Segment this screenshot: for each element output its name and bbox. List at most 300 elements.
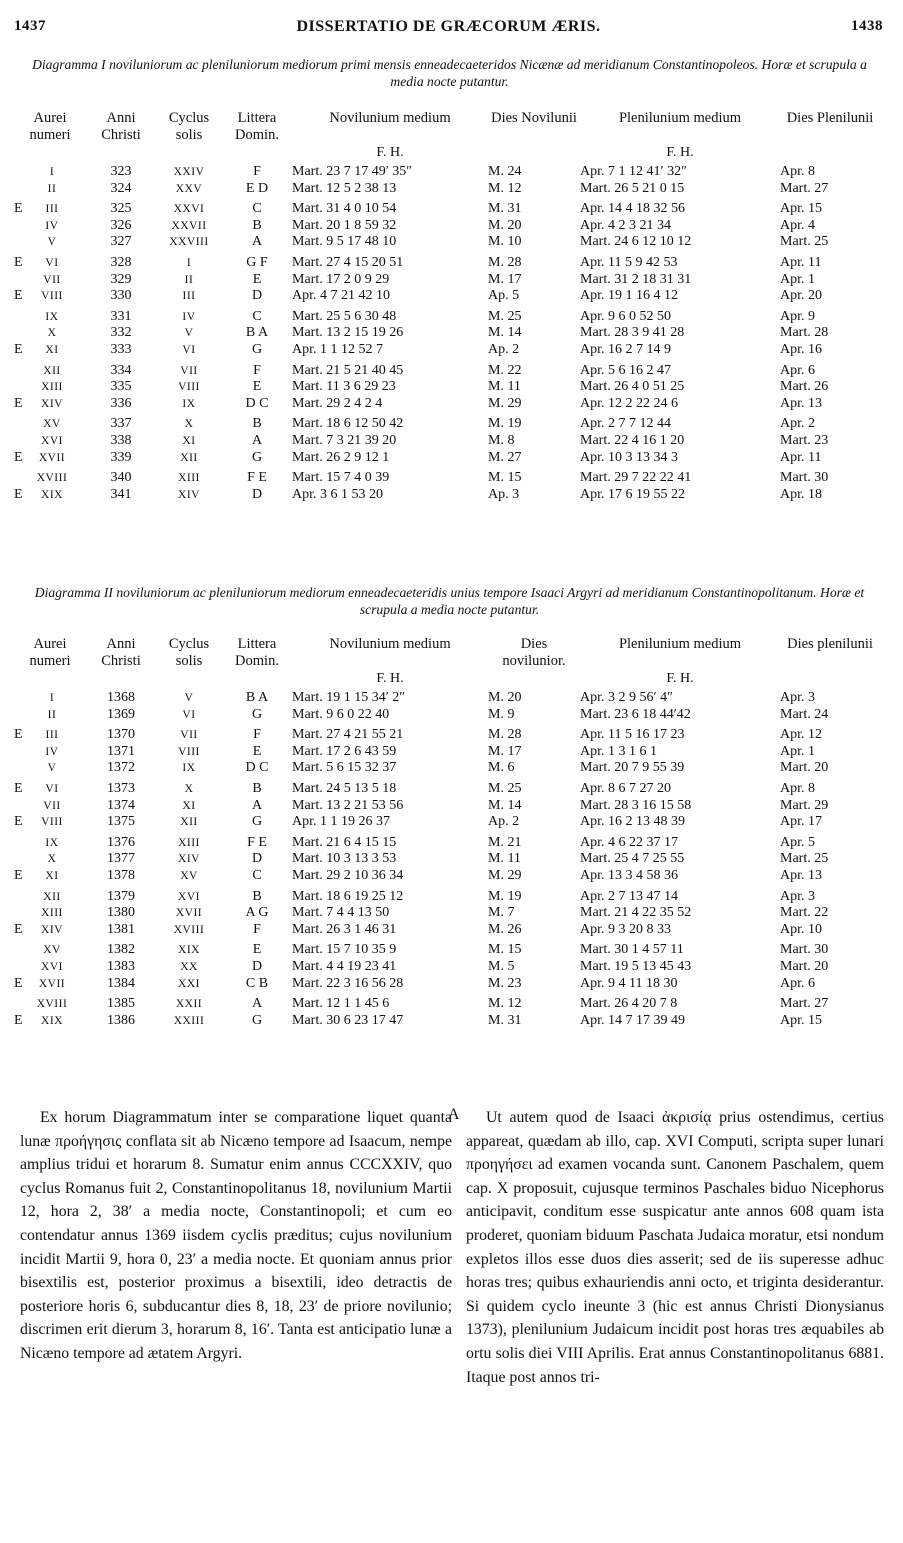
cell-novilunium: Mart. 7 3 21 39 20 bbox=[292, 432, 397, 448]
cell-dies-plenilunii: Mart. 30 bbox=[780, 942, 829, 958]
cell-littera: B bbox=[252, 416, 262, 432]
cell-littera: D bbox=[251, 851, 263, 867]
header-littera: Littera Domin. bbox=[235, 636, 279, 669]
cell-anno: 327 bbox=[110, 234, 132, 250]
diagram-1-table bbox=[14, 110, 880, 503]
table-row bbox=[14, 342, 880, 359]
cell-cyclus: XIX bbox=[178, 944, 200, 957]
cell-dies-plenilunii: Apr. 13 bbox=[780, 867, 822, 883]
cell-anno: 1374 bbox=[107, 797, 135, 813]
cell-plenilunium: Mart. 26 5 21 0 15 bbox=[580, 180, 685, 196]
cell-cyclus: XXI bbox=[178, 977, 200, 990]
cell-dies-plenilunii: Apr. 1 bbox=[780, 271, 815, 287]
cell-novilunium: Mart. 23 7 17 49′ 35″ bbox=[292, 164, 413, 179]
cell-plenilunium: Apr. 13 3 4 58 36 bbox=[580, 867, 678, 883]
cell-dies-novilunii: M. 22 bbox=[488, 362, 522, 378]
cell-dies-novilunii: Ap. 5 bbox=[488, 288, 520, 304]
golden-number: III bbox=[45, 729, 59, 742]
cell-novilunium: Mart. 24 5 13 5 18 bbox=[292, 780, 397, 796]
cell-novilunium: Mart. 13 2 21 53 56 bbox=[292, 797, 404, 813]
cell-cyclus: XII bbox=[180, 451, 198, 464]
cell-cyclus: XI bbox=[182, 434, 196, 447]
cell-littera: A bbox=[251, 432, 263, 448]
cell-dies-novilunii: M. 7 bbox=[488, 905, 515, 921]
cell-aureus-numerus bbox=[14, 181, 86, 198]
cell-anno: 1385 bbox=[107, 996, 135, 1012]
cell-plenilunium: Apr. 9 3 20 8 33 bbox=[580, 921, 671, 937]
cell-dies-plenilunii: Apr. 2 bbox=[780, 416, 815, 432]
cell-aureus-numerus bbox=[14, 760, 86, 777]
cell-dies-plenilunii: Apr. 18 bbox=[780, 486, 822, 502]
cell-plenilunium: Apr. 14 4 18 32 56 bbox=[580, 201, 685, 217]
cell-plenilunium: Apr. 11 5 16 17 23 bbox=[580, 727, 685, 743]
table-row bbox=[14, 938, 880, 959]
cell-dies-plenilunii: Mart. 24 bbox=[780, 706, 829, 722]
cell-plenilunium: Apr. 17 6 19 55 22 bbox=[580, 486, 685, 502]
cell-novilunium: Mart. 17 2 6 43 59 bbox=[292, 743, 397, 759]
cell-littera: F E bbox=[247, 470, 267, 486]
cell-dies-plenilunii: Apr. 12 bbox=[780, 727, 822, 743]
cell-plenilunium: Mart. 26 4 20 7 8 bbox=[580, 996, 678, 1012]
cell-aureus-numerus bbox=[14, 359, 86, 380]
cell-littera: F bbox=[253, 921, 261, 937]
cell-dies-novilunii: M. 20 bbox=[488, 217, 522, 233]
cell-novilunium: Mart. 22 3 16 56 28 bbox=[292, 975, 404, 991]
cell-dies-novilunii: M. 29 bbox=[488, 395, 522, 411]
header-anni: Anni Christi bbox=[101, 110, 141, 143]
cell-anno: 1370 bbox=[107, 727, 135, 743]
cell-anno: 1384 bbox=[107, 975, 135, 991]
cell-anno: 1377 bbox=[107, 851, 135, 867]
page-number-left: 1437 bbox=[14, 18, 46, 34]
golden-number: XI bbox=[45, 869, 59, 882]
cell-dies-novilunii: M. 23 bbox=[488, 975, 522, 991]
cell-dies-novilunii: M. 6 bbox=[488, 760, 515, 776]
cell-anno: 335 bbox=[110, 379, 132, 395]
cell-dies-plenilunii: Mart. 27 bbox=[780, 996, 829, 1012]
table-row bbox=[14, 181, 880, 198]
cell-dies-novilunii: M. 17 bbox=[488, 743, 522, 759]
cell-plenilunium: Apr. 4 2 3 21 34 bbox=[580, 217, 671, 233]
cell-anno: 326 bbox=[110, 217, 132, 233]
cell-littera: B bbox=[252, 888, 262, 904]
cell-dies-plenilunii: Mart. 30 bbox=[780, 470, 829, 486]
golden-number: XIX bbox=[41, 1014, 63, 1027]
cell-novilunium: Mart. 7 4 4 13 50 bbox=[292, 905, 390, 921]
cell-cyclus: X bbox=[184, 782, 194, 795]
cell-anno: 337 bbox=[110, 416, 132, 432]
cell-aureus-numerus bbox=[14, 814, 86, 831]
golden-number: XVIII bbox=[36, 998, 68, 1011]
cell-aureus-numerus bbox=[14, 433, 86, 450]
cell-littera: G F bbox=[246, 254, 268, 270]
embolismic-mark: E bbox=[14, 727, 23, 743]
cell-littera: E bbox=[252, 942, 262, 958]
header-anni: Anni Christi bbox=[101, 636, 141, 669]
cell-anno: 1375 bbox=[107, 814, 135, 830]
cell-dies-plenilunii: Apr. 1 bbox=[780, 743, 815, 759]
cell-plenilunium: Mart. 25 4 7 25 55 bbox=[580, 851, 685, 867]
cell-dies-plenilunii: Mart. 20 bbox=[780, 958, 829, 974]
cell-aureus-numerus bbox=[14, 851, 86, 868]
cell-aureus-numerus bbox=[14, 938, 86, 959]
golden-number: XIV bbox=[41, 923, 63, 936]
cell-novilunium: Mart. 19 1 15 34′ 2″ bbox=[292, 690, 406, 705]
cell-littera: C bbox=[252, 308, 262, 324]
cell-dies-plenilunii: Apr. 9 bbox=[780, 308, 815, 324]
header-dies-novilunii: Dies Novilunii bbox=[491, 110, 577, 126]
cell-anno: 1380 bbox=[107, 905, 135, 921]
cell-cyclus: X bbox=[184, 418, 194, 431]
cell-dies-plenilunii: Apr. 8 bbox=[780, 164, 815, 179]
table-row bbox=[14, 487, 880, 504]
table-row bbox=[14, 777, 880, 798]
cell-anno: 333 bbox=[110, 341, 132, 357]
cell-plenilunium: Apr. 2 7 13 47 14 bbox=[580, 888, 678, 904]
table-row bbox=[14, 234, 880, 251]
cell-anno: 324 bbox=[110, 180, 132, 196]
cell-dies-novilunii: M. 14 bbox=[488, 325, 522, 341]
cell-littera: D C bbox=[245, 395, 269, 411]
cell-dies-novilunii: M. 9 bbox=[488, 706, 515, 722]
cell-aureus-numerus bbox=[14, 466, 86, 487]
cell-novilunium: Mart. 27 4 21 55 21 bbox=[292, 727, 404, 743]
cell-littera: G bbox=[251, 814, 263, 830]
cell-novilunium: Mart. 9 5 17 48 10 bbox=[292, 234, 397, 250]
golden-number: XVI bbox=[41, 960, 63, 973]
golden-number: IV bbox=[45, 219, 59, 232]
text-column-right bbox=[466, 1106, 884, 1389]
header-dies-plenilunii: Dies plenilunii bbox=[787, 636, 873, 652]
cell-dies-novilunii: M. 29 bbox=[488, 867, 522, 883]
cell-plenilunium: Mart. 24 6 12 10 12 bbox=[580, 234, 692, 250]
cell-plenilunium: Mart. 20 7 9 55 39 bbox=[580, 760, 685, 776]
cell-aureus-numerus bbox=[14, 164, 86, 181]
table-row bbox=[14, 412, 880, 433]
cell-dies-plenilunii: Apr. 11 bbox=[780, 449, 822, 465]
cell-anno: 1376 bbox=[107, 834, 135, 850]
cell-cyclus: V bbox=[184, 327, 194, 340]
cell-anno: 329 bbox=[110, 271, 132, 287]
golden-number: II bbox=[47, 182, 57, 195]
cell-plenilunium: Apr. 4 6 22 37 17 bbox=[580, 834, 678, 850]
golden-number: XIV bbox=[41, 397, 63, 410]
cell-novilunium: Mart. 5 6 15 32 37 bbox=[292, 760, 397, 776]
cell-aureus-numerus bbox=[14, 905, 86, 922]
cell-dies-novilunii: M. 19 bbox=[488, 416, 522, 432]
cell-littera: D bbox=[251, 486, 263, 502]
cell-dies-novilunii: Ap. 2 bbox=[488, 341, 520, 357]
table-row bbox=[14, 305, 880, 326]
cell-aureus-numerus bbox=[14, 197, 86, 218]
table-row bbox=[14, 396, 880, 413]
cell-dies-novilunii: M. 24 bbox=[488, 164, 522, 179]
cell-dies-novilunii: M. 31 bbox=[488, 201, 522, 217]
cell-anno: 332 bbox=[110, 325, 132, 341]
cell-littera: D bbox=[251, 288, 263, 304]
cell-cyclus: XX bbox=[180, 960, 198, 973]
cell-cyclus: XXVIII bbox=[169, 236, 209, 249]
golden-number: X bbox=[47, 327, 57, 340]
table-row bbox=[14, 723, 880, 744]
table-row bbox=[14, 976, 880, 993]
cell-anno: 336 bbox=[110, 395, 132, 411]
cell-dies-novilunii: M. 28 bbox=[488, 727, 522, 743]
cell-dies-plenilunii: Apr. 3 bbox=[780, 888, 815, 904]
cell-dies-novilunii: M. 20 bbox=[488, 690, 522, 705]
cell-aureus-numerus bbox=[14, 234, 86, 251]
table-row bbox=[14, 251, 880, 272]
cell-littera: D bbox=[251, 958, 263, 974]
cell-plenilunium: Apr. 8 6 7 27 20 bbox=[580, 780, 671, 796]
golden-number: IV bbox=[45, 745, 59, 758]
golden-number: XVII bbox=[38, 451, 66, 464]
cell-novilunium: Mart. 15 7 4 0 39 bbox=[292, 470, 390, 486]
diagram-2-rows bbox=[14, 690, 880, 1029]
cell-littera: F bbox=[253, 164, 261, 179]
cell-aureus-numerus bbox=[14, 487, 86, 504]
cell-littera: A bbox=[251, 996, 263, 1012]
cell-dies-novilunii: M. 26 bbox=[488, 921, 522, 937]
table-row bbox=[14, 690, 880, 707]
cell-littera: B bbox=[252, 217, 262, 233]
cell-anno: 1369 bbox=[107, 706, 135, 722]
cell-cyclus: IV bbox=[182, 310, 196, 323]
cell-cyclus: XXVI bbox=[173, 203, 205, 216]
paragraph: Ex horum Diagrammatum inter se comparatione liquet quanta lunæ προήγησις conflata sit ab Nicæno tempore ad Isaacum, nempe amplius tridui et horarum 8. Sumatur enim annus CCCXXIV, quo cyclus Romanus fuit 2, Constantinopolitanus 18, novilunium Martii 12, hora 2, 38′ a media nocte, Constantinopoli; et cum eo contendatur annus 1369 iisdem cyclis præditus; cujus novilunium incidit Martii 9, hora 0, 23′ a media nocte. Et quoniam annus prior bisextilis est, posterior proximus a bisextili, ideo detractis de posteriore horis 6, subducantur dies 8, 18, 23′ de priore novilunio; discrimen erit dierum 3, horarum 8, 16′. Tanta est anticipatio lunæ a Nicæno tempore ad ætatem Argyri. bbox=[20, 1109, 452, 1362]
cell-novilunium: Mart. 9 6 0 22 40 bbox=[292, 706, 390, 722]
cell-dies-novilunii: M. 12 bbox=[488, 180, 522, 196]
cell-novilunium: Mart. 18 6 19 25 12 bbox=[292, 888, 404, 904]
cell-plenilunium: Mart. 28 3 9 41 28 bbox=[580, 325, 685, 341]
cell-littera: G bbox=[251, 449, 263, 465]
embolismic-mark: E bbox=[14, 254, 23, 270]
cell-plenilunium: Apr. 14 7 17 39 49 bbox=[580, 1012, 685, 1028]
cell-littera: E D bbox=[245, 180, 269, 196]
cell-anno: 330 bbox=[110, 288, 132, 304]
cell-novilunium: Mart. 30 6 23 17 47 bbox=[292, 1012, 404, 1028]
cell-dies-plenilunii: Mart. 29 bbox=[780, 797, 829, 813]
cell-novilunium: Mart. 12 5 2 38 13 bbox=[292, 180, 397, 196]
cell-aureus-numerus bbox=[14, 723, 86, 744]
text-column-left bbox=[20, 1106, 452, 1366]
cell-aureus-numerus bbox=[14, 396, 86, 413]
table-row bbox=[14, 868, 880, 885]
header-aurei: Aurei numeri bbox=[29, 636, 71, 669]
cell-dies-novilunii: M. 27 bbox=[488, 449, 522, 465]
cell-littera: B bbox=[252, 780, 262, 796]
page-number-right: 1438 bbox=[851, 18, 883, 34]
table-row bbox=[14, 218, 880, 235]
cell-novilunium: Apr. 1 1 19 26 37 bbox=[292, 814, 390, 830]
cell-dies-novilunii: M. 21 bbox=[488, 834, 522, 850]
cell-plenilunium: Mart. 19 5 13 45 43 bbox=[580, 958, 692, 974]
cell-aureus-numerus bbox=[14, 798, 86, 815]
embolismic-mark: E bbox=[14, 486, 23, 502]
table-row bbox=[14, 164, 880, 181]
cell-anno: 1383 bbox=[107, 958, 135, 974]
diagram-1-caption: Diagramma I noviluniorum ac pleniluniorum mediorum primi mensis enneadecaeteridos Nicænæ ad meridianum Constantinopoleos. Horæ et scrupula a media nocte putantur. bbox=[32, 57, 867, 89]
cell-dies-novilunii: M. 15 bbox=[488, 942, 522, 958]
cell-novilunium: Mart. 29 2 10 36 34 bbox=[292, 867, 404, 883]
embolismic-mark: E bbox=[14, 201, 23, 217]
cell-plenilunium: Mart. 31 2 18 31 31 bbox=[580, 271, 692, 287]
cell-aureus-numerus bbox=[14, 272, 86, 289]
golden-number: XVI bbox=[41, 434, 63, 447]
cell-cyclus: XIV bbox=[178, 853, 200, 866]
cell-cyclus: VI bbox=[182, 343, 196, 356]
golden-number: V bbox=[47, 762, 57, 775]
cell-littera: C bbox=[252, 867, 262, 883]
embolismic-mark: E bbox=[14, 814, 23, 830]
cell-plenilunium: Apr. 7 1 12 41′ 32″ bbox=[580, 164, 687, 179]
cell-dies-plenilunii: Apr. 5 bbox=[780, 834, 815, 850]
cell-anno: 323 bbox=[110, 164, 132, 179]
cell-novilunium: Mart. 31 4 0 10 54 bbox=[292, 201, 397, 217]
cell-littera: G bbox=[251, 341, 263, 357]
table-row bbox=[14, 831, 880, 852]
header-plenilunium: Plenilunium medium bbox=[618, 636, 742, 652]
cell-aureus-numerus bbox=[14, 288, 86, 305]
cell-littera: G bbox=[251, 1012, 263, 1028]
cell-cyclus: VI bbox=[182, 708, 196, 721]
table-row bbox=[14, 885, 880, 906]
cell-cyclus: XIII bbox=[178, 836, 200, 849]
margin-letter: A bbox=[448, 1106, 460, 1123]
cell-anno: 1368 bbox=[107, 690, 135, 705]
cell-anno: 1379 bbox=[107, 888, 135, 904]
golden-number: XIII bbox=[41, 381, 63, 394]
table-row bbox=[14, 450, 880, 467]
cell-novilunium: Mart. 20 1 8 59 32 bbox=[292, 217, 397, 233]
embolismic-mark: E bbox=[14, 341, 23, 357]
cell-littera: A bbox=[251, 234, 263, 250]
cell-novilunium: Mart. 12 1 1 45 6 bbox=[292, 996, 390, 1012]
paragraph: Ut autem quod de Isaaci ἀκρισίᾳ prius ostendimus, certius appareat, quædam ab illo, cap. XVI Computi, scripta super lunari προηγήσει ad examen vocanda sunt. Canonem Paschalem, quem cap. X proposuit, cujusque terminos Paschales biduo Nicephorus anticipavit, conditum esse suspicatur ante annos 608 quam ista proderet, quoniam biduum Paschata Judaica moratur, etsi nondum expletos illos esse duos dies asserit; sed de iis superesse adhuc horas tres; quibus exhauriendis anni octo, et triginta desiderantur. Si quidem cyclo ineunte 3 (hic est annus Christi Dionysianus 1373), plenilunium Judaicum incidit post horas tres æquabiles ab ortu solis diei VIII Aprilis. Erat annus Constantinopolitanus 6881. Itaque post annos tri- bbox=[466, 1109, 884, 1386]
table-row bbox=[14, 379, 880, 396]
golden-number: XVIII bbox=[36, 472, 68, 485]
header-novilunium: Novilunium medium bbox=[329, 110, 451, 126]
table-row bbox=[14, 197, 880, 218]
golden-number: XIII bbox=[41, 907, 63, 920]
cell-cyclus: IX bbox=[182, 762, 196, 775]
cell-littera: E bbox=[252, 271, 262, 287]
cell-novilunium: Apr. 4 7 21 42 10 bbox=[292, 288, 390, 304]
cell-dies-novilunii: Ap. 2 bbox=[488, 814, 520, 830]
cell-dies-plenilunii: Apr. 11 bbox=[780, 254, 822, 270]
header-fh-novilunium: F. H. bbox=[376, 671, 404, 686]
cell-plenilunium: Apr. 16 2 7 14 9 bbox=[580, 341, 671, 357]
cell-anno: 1371 bbox=[107, 743, 135, 759]
cell-dies-novilunii: M. 28 bbox=[488, 254, 522, 270]
header-cyclus: Cyclus solis bbox=[168, 110, 210, 143]
cell-cyclus: XIV bbox=[178, 488, 200, 501]
table-row bbox=[14, 433, 880, 450]
cell-cyclus: XXIV bbox=[173, 166, 205, 178]
cell-cyclus: XIII bbox=[178, 472, 200, 485]
table-row bbox=[14, 905, 880, 922]
cell-aureus-numerus bbox=[14, 992, 86, 1013]
cell-plenilunium: Apr. 5 6 16 2 47 bbox=[580, 362, 671, 378]
cell-plenilunium: Apr. 19 1 16 4 12 bbox=[580, 288, 678, 304]
cell-plenilunium: Mart. 28 3 16 15 58 bbox=[580, 797, 692, 813]
cell-novilunium: Apr. 3 6 1 53 20 bbox=[292, 486, 383, 502]
cell-anno: 1386 bbox=[107, 1012, 135, 1028]
table-row bbox=[14, 272, 880, 289]
cell-cyclus: XI bbox=[182, 799, 196, 812]
cell-cyclus: XVII bbox=[175, 907, 203, 920]
cell-dies-novilunii: M. 15 bbox=[488, 470, 522, 486]
cell-aureus-numerus bbox=[14, 412, 86, 433]
diagram-1-rows bbox=[14, 164, 880, 503]
cell-dies-novilunii: M. 25 bbox=[488, 308, 522, 324]
cell-dies-novilunii: M. 31 bbox=[488, 1012, 522, 1028]
cell-aureus-numerus bbox=[14, 959, 86, 976]
golden-number: II bbox=[47, 708, 57, 721]
cell-plenilunium: Apr. 12 2 22 24 6 bbox=[580, 395, 678, 411]
table-row bbox=[14, 744, 880, 761]
golden-number: IX bbox=[45, 310, 59, 323]
golden-number: VI bbox=[45, 256, 59, 269]
cell-dies-plenilunii: Apr. 4 bbox=[780, 217, 815, 233]
cell-littera: A bbox=[251, 797, 263, 813]
cell-dies-novilunii: Ap. 3 bbox=[488, 486, 520, 502]
cell-dies-plenilunii: Apr. 6 bbox=[780, 362, 815, 378]
header-novilunium: Novilunium medium bbox=[329, 636, 451, 652]
cell-anno: 325 bbox=[110, 201, 132, 217]
cell-novilunium: Mart. 25 5 6 30 48 bbox=[292, 308, 397, 324]
golden-number: XVII bbox=[38, 977, 66, 990]
golden-number: VII bbox=[43, 799, 61, 812]
golden-number: VII bbox=[43, 273, 61, 286]
cell-cyclus: III bbox=[182, 290, 196, 303]
cell-dies-plenilunii: Apr. 20 bbox=[780, 288, 822, 304]
cell-dies-plenilunii: Mart. 20 bbox=[780, 760, 829, 776]
cell-dies-novilunii: M. 12 bbox=[488, 996, 522, 1012]
cell-dies-plenilunii: Apr. 13 bbox=[780, 395, 822, 411]
embolismic-mark: E bbox=[14, 395, 23, 411]
cell-cyclus: VIII bbox=[178, 381, 200, 394]
cell-anno: 1373 bbox=[107, 780, 135, 796]
cell-aureus-numerus bbox=[14, 305, 86, 326]
cell-aureus-numerus bbox=[14, 777, 86, 798]
cell-anno: 340 bbox=[110, 470, 132, 486]
cell-novilunium: Mart. 11 3 6 29 23 bbox=[292, 379, 396, 395]
cell-novilunium: Mart. 18 6 12 50 42 bbox=[292, 416, 404, 432]
cell-dies-plenilunii: Apr. 15 bbox=[780, 201, 822, 217]
cell-littera: A G bbox=[245, 905, 269, 921]
table-row bbox=[14, 798, 880, 815]
cell-aureus-numerus bbox=[14, 868, 86, 885]
cell-anno: 1378 bbox=[107, 867, 135, 883]
cell-aureus-numerus bbox=[14, 450, 86, 467]
cell-dies-plenilunii: Mart. 22 bbox=[780, 905, 829, 921]
cell-novilunium: Apr. 1 1 12 52 7 bbox=[292, 341, 383, 357]
golden-number: V bbox=[47, 236, 57, 249]
cell-dies-plenilunii: Mart. 27 bbox=[780, 180, 829, 196]
cell-aureus-numerus bbox=[14, 922, 86, 939]
header-fh-novilunium: F. H. bbox=[376, 145, 404, 160]
cell-cyclus: XVI bbox=[178, 890, 200, 903]
table-row bbox=[14, 959, 880, 976]
cell-cyclus: I bbox=[186, 256, 192, 269]
cell-littera: D C bbox=[245, 760, 269, 776]
table-row bbox=[14, 359, 880, 380]
cell-novilunium: Mart. 10 3 13 3 53 bbox=[292, 851, 397, 867]
golden-number: XIX bbox=[41, 488, 63, 501]
cell-aureus-numerus bbox=[14, 885, 86, 906]
golden-number: III bbox=[45, 203, 59, 216]
